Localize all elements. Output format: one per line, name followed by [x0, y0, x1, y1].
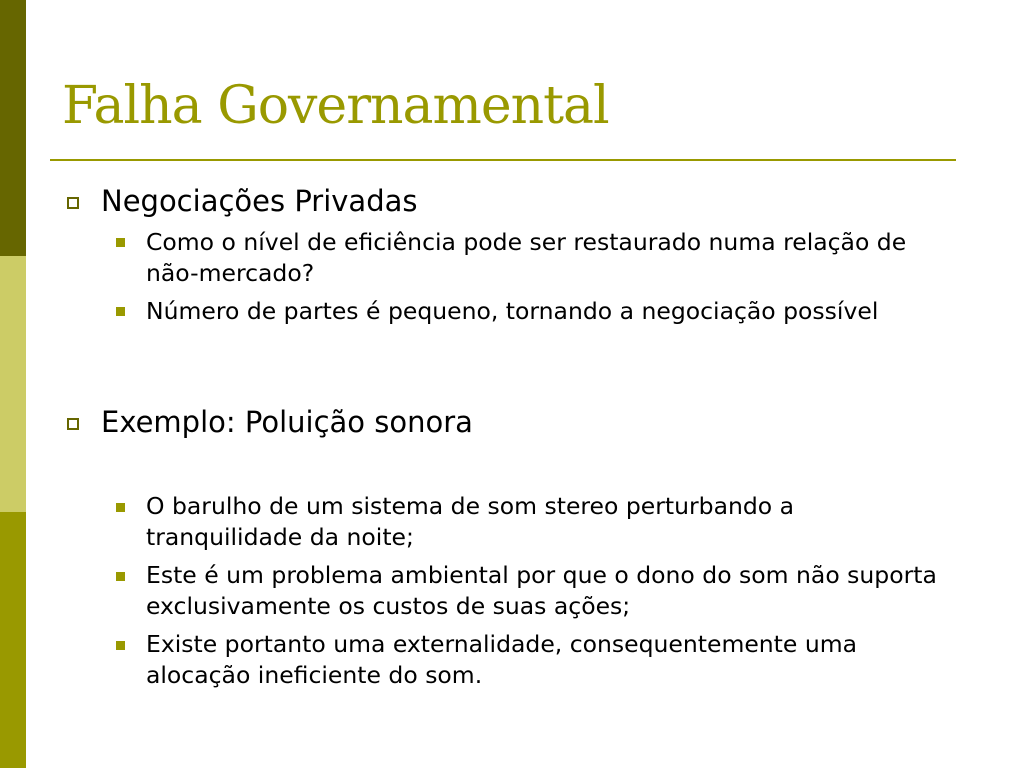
bullet-item: Como o nível de eficiência pode ser restaurado numa relação de não-mercado? [146, 228, 907, 287]
slide-title: Falha Governamental [62, 76, 609, 136]
bullet-item: Existe portanto uma externalidade, consequentemente uma alocação ineficiente do som. [146, 630, 858, 689]
title-underline [50, 159, 956, 161]
side-color-bar [0, 0, 26, 768]
square-bullet-icon [116, 503, 125, 512]
square-bullet-icon [116, 238, 125, 247]
side-bar-bottom-segment [0, 512, 26, 768]
side-bar-middle-segment [0, 256, 26, 512]
bullet-item: O barulho de um sistema de som stereo perturbando a tranquilidade da noite; [146, 492, 795, 551]
square-bullet-icon [116, 641, 125, 650]
square-bullet-icon [116, 307, 125, 316]
hollow-square-bullet-icon [67, 197, 79, 209]
bullet-item: Número de partes é pequeno, tornando a negociação possível [146, 297, 879, 325]
bullet-item: Este é um problema ambiental por que o dono do som não suporta exclusivamente os custos de suas ações; [146, 561, 937, 620]
square-bullet-icon [116, 572, 125, 581]
side-bar-top-segment [0, 0, 26, 256]
section-heading-negociacoes: Negociações Privadas [101, 184, 418, 218]
hollow-square-bullet-icon [67, 418, 79, 430]
section-heading-exemplo: Exemplo: Poluição sonora [101, 405, 473, 439]
